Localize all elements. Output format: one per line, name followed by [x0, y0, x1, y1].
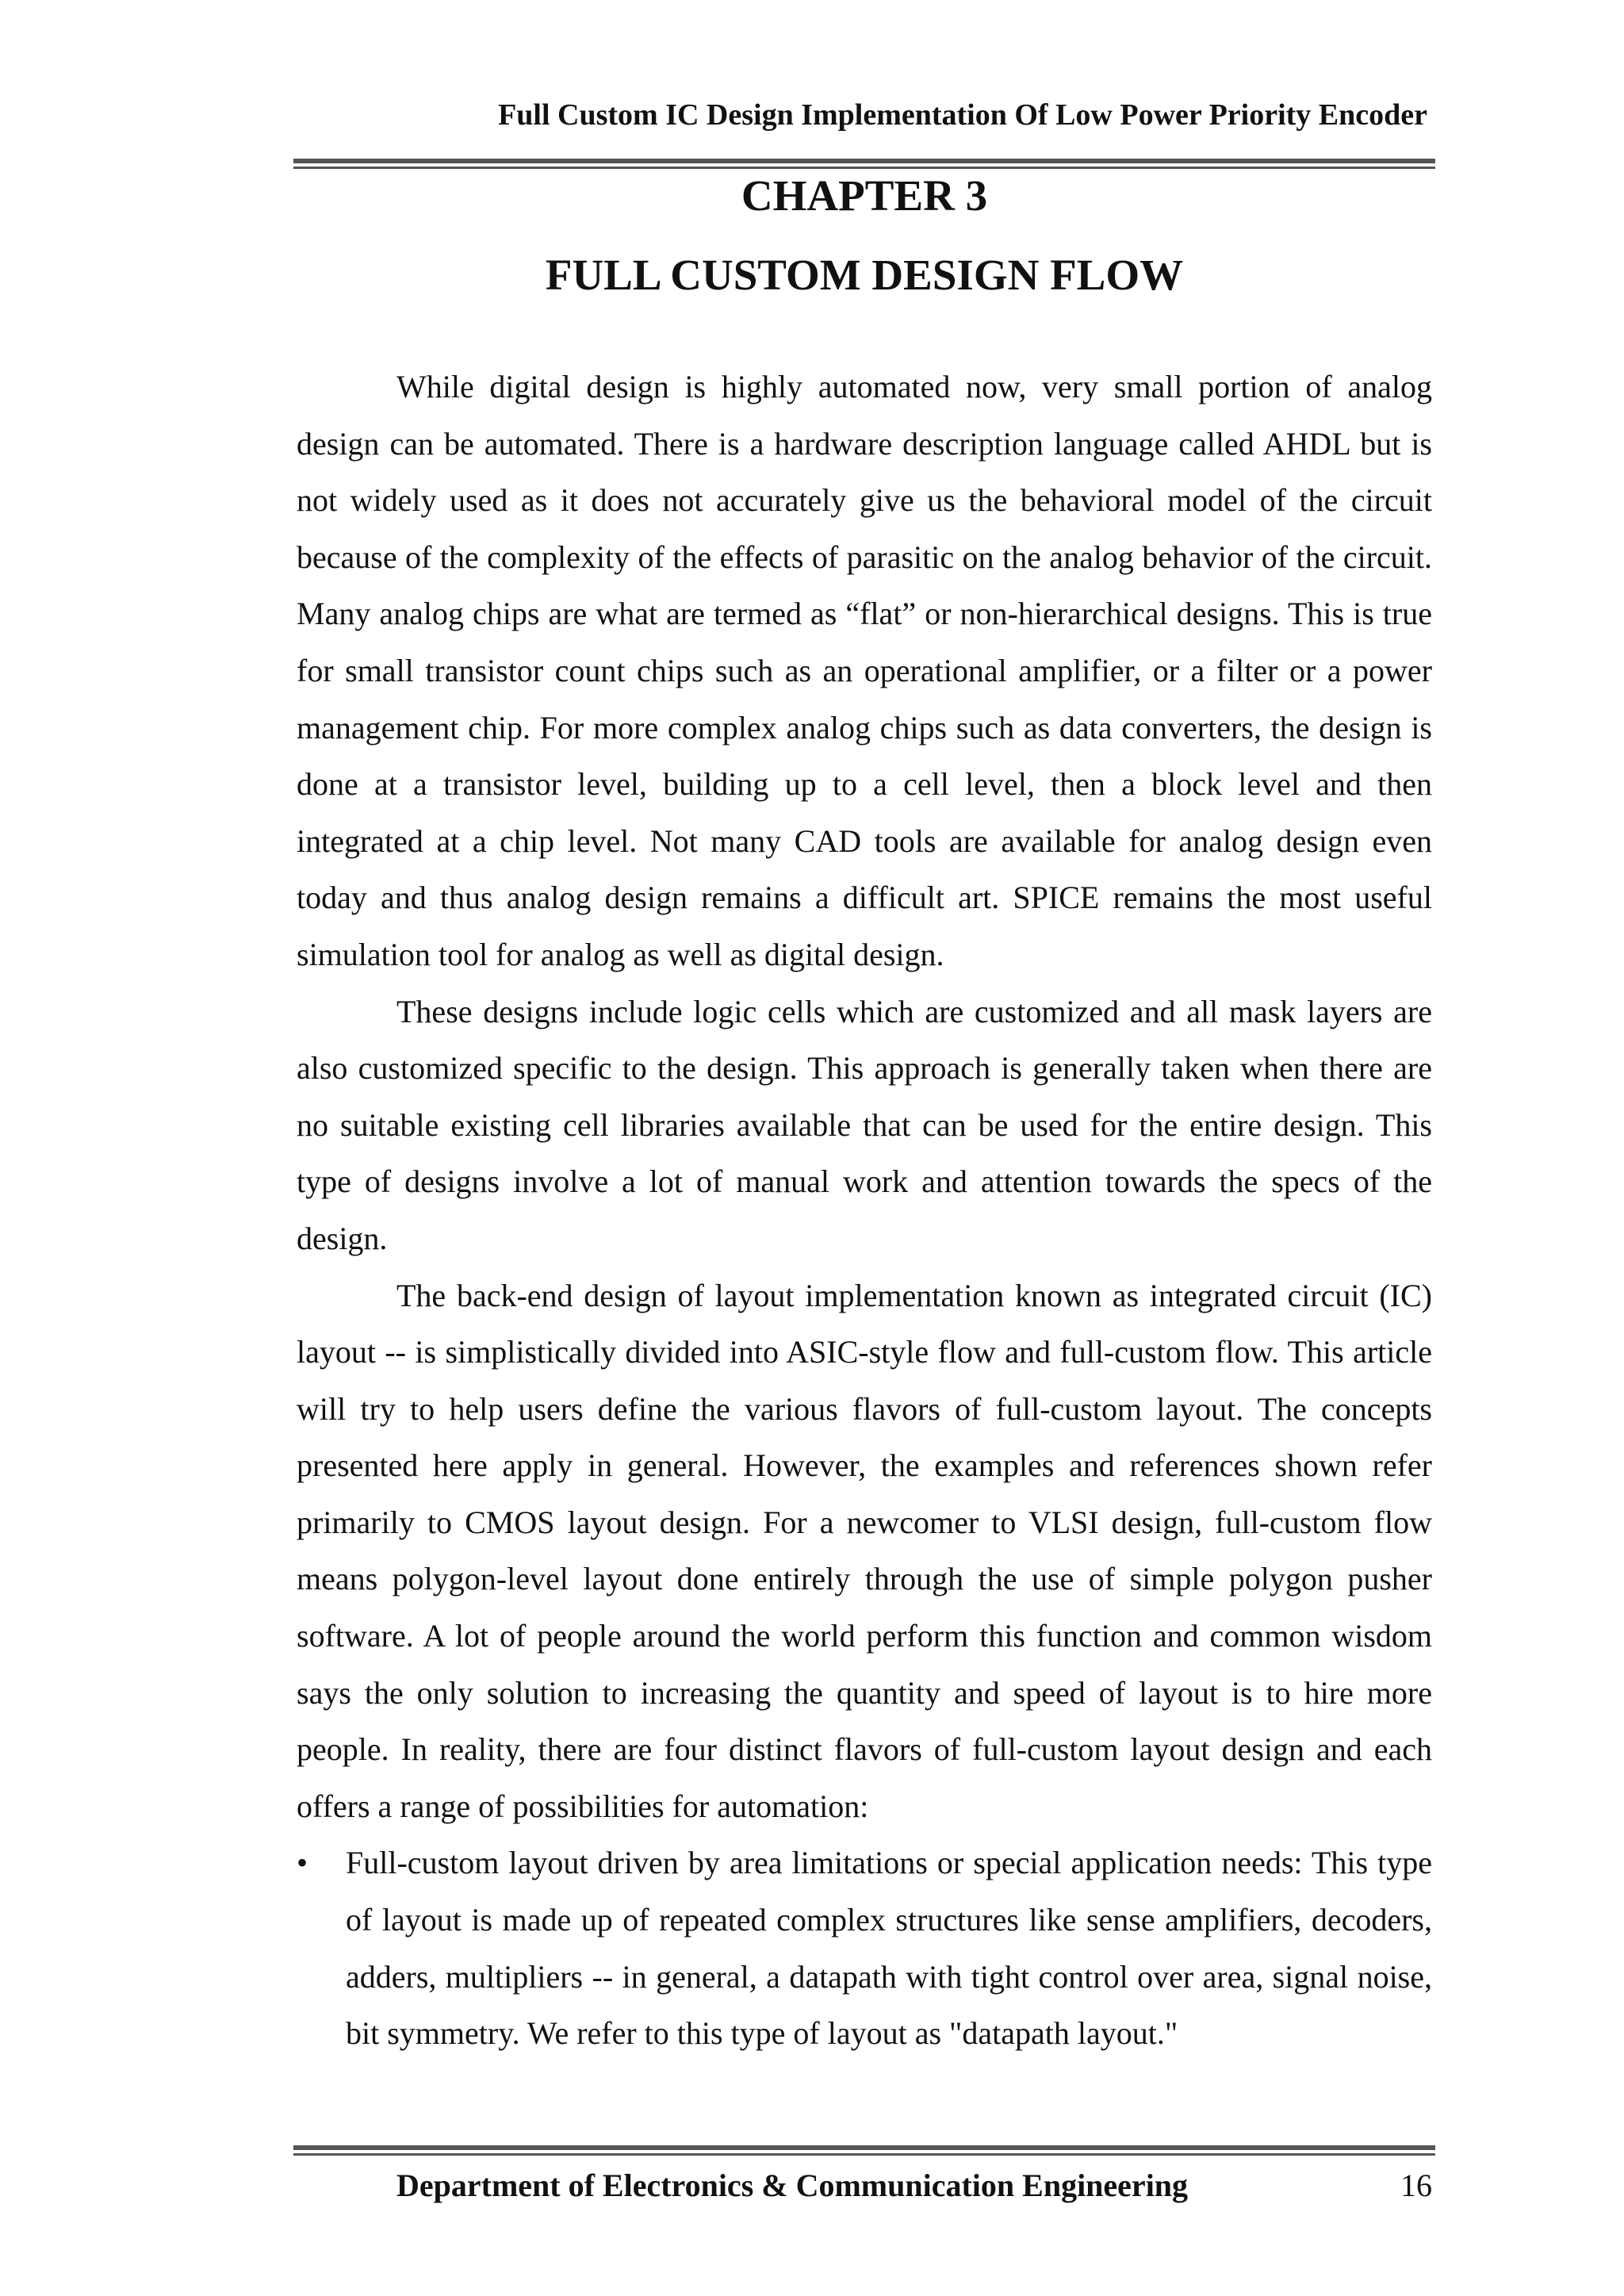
list-item: [297, 1834, 1432, 2061]
footer-department: Department of Electronics & Communication Engineering: [396, 2168, 1189, 2203]
chapter-title: FULL CUSTOM DESIGN FLOW: [545, 251, 1184, 299]
bullet-text: Full-custom layout driven by area limitations or special application needs: This type of layout is made up of repeated complex structures like sense amplifiers, decoders, adders, multipliers -- in general, a datapath with tight control over area, signal noise, bit symmetry. We refer to this type of layout as "datapath layout.": [346, 1845, 1432, 2052]
bullet-icon: •: [297, 1845, 308, 1881]
body-text: [297, 358, 1432, 2062]
paragraph-analog-design: While digital design is highly automated now, very small portion of analog design can be automated. There is a hardware description language called AHDL but is not widely used as it does not accurately give us the behavioral model of the circuit because of the complexity of the effects of parasitic on the analog behavior of the circuit. Many analog chips are what are termed as “flat” or non-hierarchical designs. This is true for small transistor count chips such as an operational amplifier, or a filter or a power management chip. For more complex analog chips such as data converters, the design is done at a transistor level, building up to a cell level, then a block level and then integrated at a chip level. Not many CAD tools are available for analog design even today and thus analog design remains a difficult art. SPICE remains the most useful simulation tool for analog as well as digital design.: [297, 369, 1432, 972]
bullet-list: [297, 1834, 1432, 2061]
page-number: 16: [1400, 2168, 1432, 2203]
footer-rule: [293, 2145, 1435, 2156]
paragraph-custom-cells: These designs include logic cells which are customized and all mask layers are also customized specific to the design. This approach is generally taken when there are no suitable existing cell libraries available that can be used for the entire design. This type of designs involve a lot of manual work and attention towards the specs of the design.: [297, 993, 1432, 1256]
paragraph-layout-flows: The back-end design of layout implementation known as integrated circuit (IC) layout -- is simplistically divided into ASIC-style flow and full-custom flow. This article will try to help users define the various flavors of full-custom layout. The concepts presented here apply in general. However, the examples and references shown refer primarily to CMOS layout design. For a newcomer to VLSI design, full-custom flow means polygon-level layout done entirely through the use of simple polygon pusher software. A lot of people around the world perform this function and common wisdom says the only solution to increasing the quantity and speed of layout is to hire more people. In reality, there are four distinct flavors of full-custom layout design and each offers a range of possibilities for automation:: [297, 1277, 1432, 1824]
running-header: Full Custom IC Design Implementation Of Low Power Priority Encoder: [498, 98, 1427, 132]
chapter-number: CHAPTER 3: [741, 171, 988, 220]
